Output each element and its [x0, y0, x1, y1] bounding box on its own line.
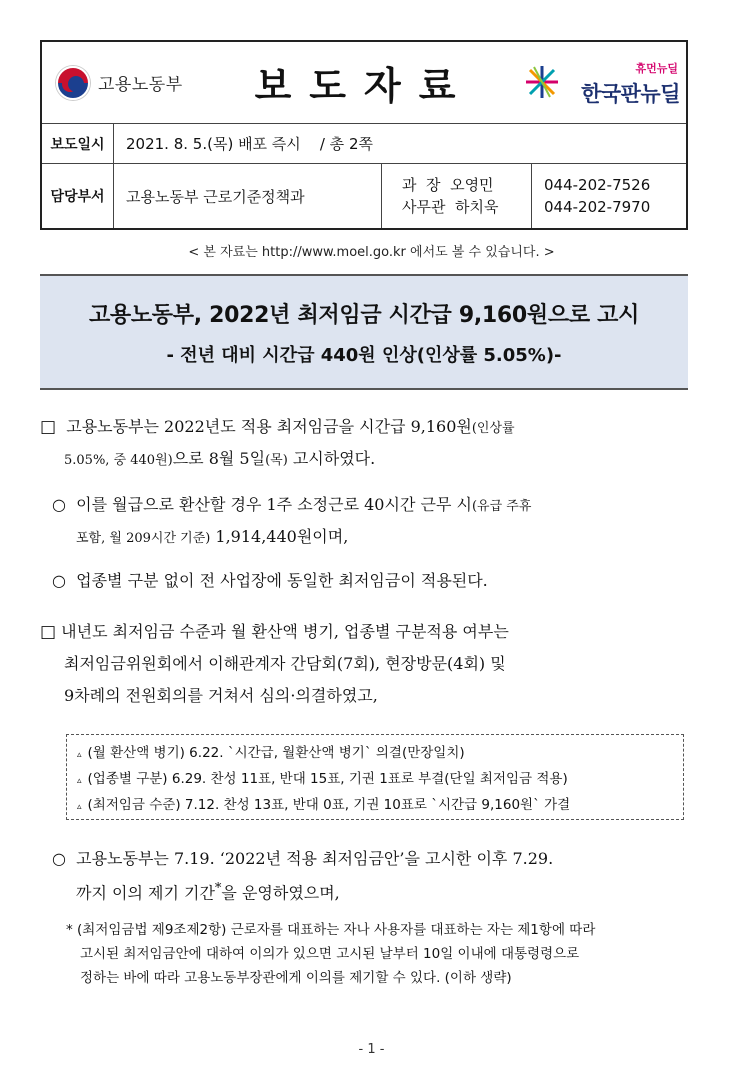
phone-1: 044-202-7526 — [544, 176, 651, 194]
ministry-name: 고용노동부 — [98, 75, 183, 95]
sub-headline: - 전년 대비 시간급 440원 인상(인상률 5.05%)- — [166, 344, 562, 366]
circle-bullet: ○ — [52, 849, 66, 868]
new-deal-burst-icon — [524, 64, 560, 100]
contact-1: 과 장 오영민 — [402, 176, 494, 194]
contact-names — [382, 164, 532, 228]
press-release-title: 보도자료 — [254, 63, 474, 108]
circle-bullet: ○ — [52, 571, 66, 590]
paragraph-1: □ 고용노동부는 2022년도 적용 최저임금을 시간급 9,160원(인상률 5.05%, 중 440원)으로 8월 5일(목) 고시하였다. — [40, 417, 515, 468]
brand-name: 한국판뉴딜 — [581, 82, 680, 106]
brand-subtitle: 휴먼뉴딜 — [635, 62, 678, 75]
contact-phones — [532, 164, 686, 228]
paragraph-2: ○ 이를 월급으로 환산할 경우 1주 소정근로 40시간 근무 시(유급 주휴 포함, 월 209시간 기준) 1,914,440원이며, — [52, 495, 532, 546]
page-number: - 1 - — [358, 1042, 385, 1057]
main-headline: 고용노동부, 2022년 최저임금 시간급 9,160원으로 고시 — [88, 302, 640, 328]
triangle-bullet-icon: ▵ — [77, 750, 82, 760]
website-note: < 본 자료는 http://www.moel.go.kr 에서도 볼 수 있습니다. > — [188, 245, 555, 260]
contact-2: 사무관 하치욱 — [402, 198, 499, 216]
taeguk-emblem-icon — [56, 66, 90, 100]
phone-2: 044-202-7970 — [544, 198, 651, 216]
circle-bullet: ○ — [52, 495, 66, 514]
date-row — [42, 124, 686, 164]
triangle-bullet-icon: ▵ — [77, 802, 82, 812]
korean-new-deal-logo — [516, 42, 686, 123]
triangle-bullet-icon: ▵ — [77, 776, 82, 786]
title-row — [42, 42, 686, 124]
paragraph-5: ○ 고용노동부는 7.19. ‘2022년 적용 최저임금안’을 고시한 이후 7.29. 까지 이의 제기 기간*을 운영하였으며, — [52, 849, 554, 903]
footnote: * (최저임금법 제9조제2항) 근로자를 대표하는 자나 사용자를 대표하는 자는 제1항에 따라 고시된 최저임금안에 대하여 이의가 있으면 고시된 날부터 10일 이내에 대통령령으로 정하는 바에 따라 고용노동부장관에게 이의를 제기할 수 있다. (이하 생략) — [66, 922, 596, 986]
department-row — [42, 164, 686, 228]
press-release-header — [40, 40, 688, 230]
headline-box — [40, 274, 688, 390]
ministry-logo — [42, 42, 212, 123]
date-value: 2021. 8. 5.(목) 배포 즉시 / 총 2쪽 — [126, 135, 373, 153]
vote-item: ▵ (최저임금 수준) 7.12. 찬성 13표, 반대 0표, 기권 10표로 `시간급 9,160원` 가결 — [77, 797, 571, 813]
vote-item: ▵ (월 환산액 병기) 6.22. `시간급, 월환산액 병기` 의결(만장일치) — [77, 745, 465, 761]
date-label: 보도일시 — [42, 124, 114, 163]
paragraph-4: □ 내년도 최저임금 수준과 월 환산액 병기, 업종별 구분적용 여부는 최저임금위원회에서 이해관계자 간담회(7회), 현장방문(4회) 및 9차례의 전원회의를 거쳐서 심의·의결하였고, — [40, 622, 509, 705]
paragraph-3: ○ 업종별 구분 없이 전 사업장에 동일한 최저임금이 적용된다. — [52, 571, 488, 590]
dept-value: 고용노동부 근로기준정책과 — [114, 164, 382, 228]
dept-label: 담당부서 — [42, 164, 114, 228]
square-bullet: □ — [40, 622, 57, 642]
vote-item: ▵ (업종별 구분) 6.29. 찬성 11표, 반대 15표, 기권 1표로 부결(단일 최저임금 적용) — [77, 771, 568, 787]
vote-summary-box — [66, 734, 684, 820]
square-bullet: □ — [40, 417, 57, 437]
